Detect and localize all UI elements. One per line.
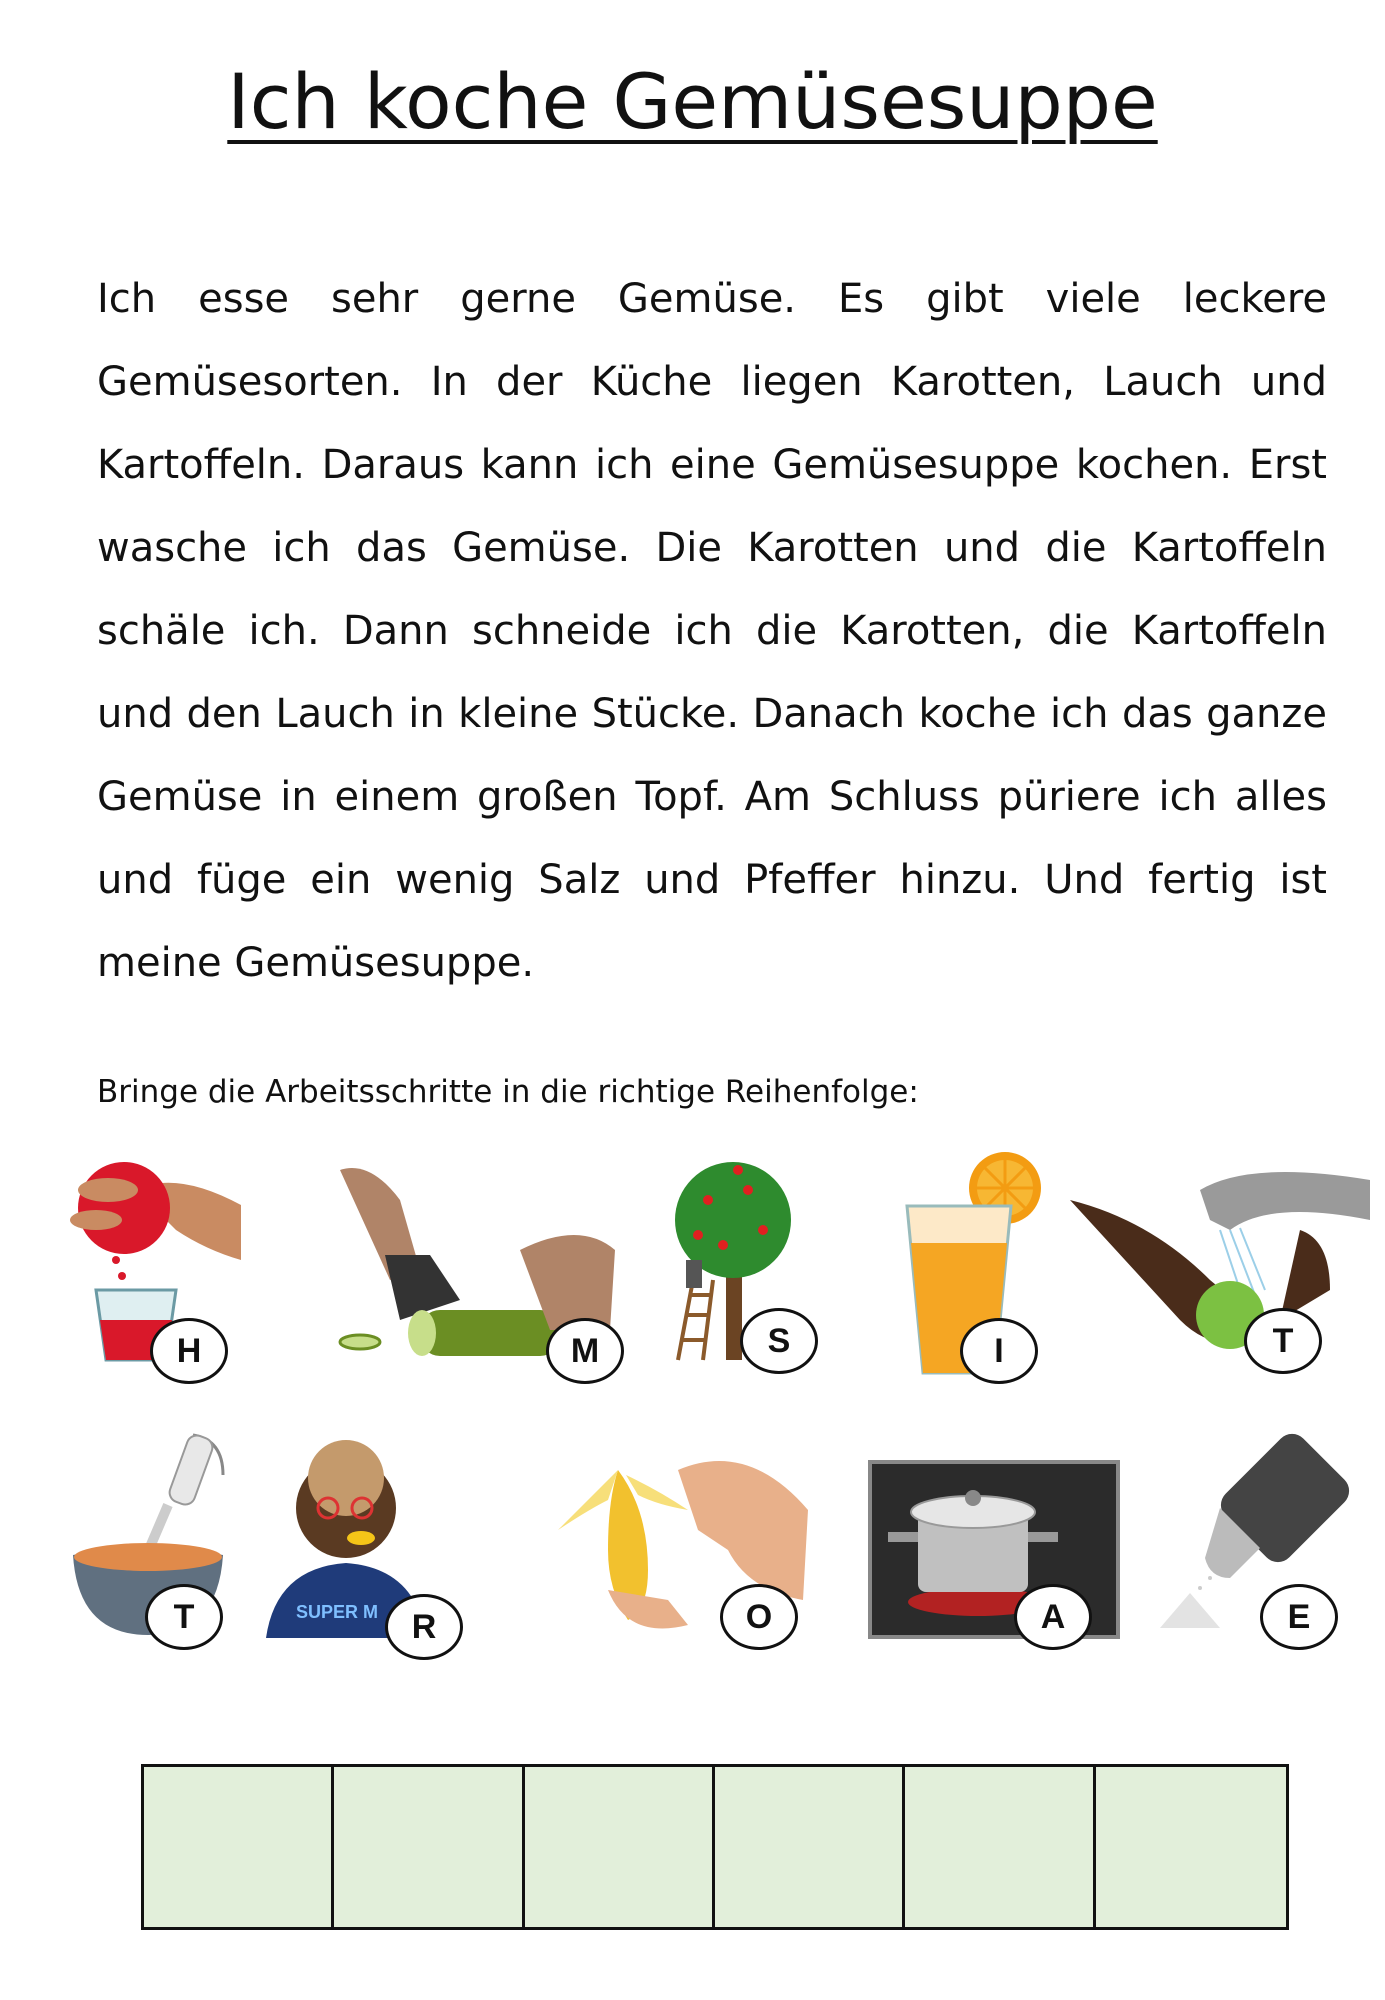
answer-cell[interactable]: [334, 1767, 524, 1927]
letter-badge: T: [1244, 1308, 1322, 1374]
letter-badge: M: [546, 1318, 624, 1384]
letter-badge: A: [1014, 1584, 1092, 1650]
page-title: Ich koche Gemüsesuppe: [227, 57, 1158, 146]
letter-badge: O: [720, 1584, 798, 1650]
letter-badge: T: [145, 1584, 223, 1650]
instruction-text: Bringe die Arbeitsschritte in die richtige Reihenfolge:: [97, 1074, 919, 1110]
letter-badge: E: [1260, 1584, 1338, 1650]
letter-badge: I: [960, 1318, 1038, 1384]
answer-grid: [141, 1764, 1289, 1930]
answer-cell[interactable]: [905, 1767, 1095, 1927]
letter-badge: H: [150, 1318, 228, 1384]
answer-cell[interactable]: [1096, 1767, 1286, 1927]
svg-text:SUPER M: SUPER M: [296, 1602, 379, 1622]
letter-badge: R: [385, 1594, 463, 1660]
wash-apple-icon: [1070, 1160, 1375, 1360]
story-text: Ich esse sehr gerne Gemüse. Es gibt viele leckere Gemüsesorten. In der Küche liegen Karotten, Lauch und Kartoffeln. Daraus kann ich eine Gemüsesuppe kochen. Erst wasche ich das Gemüse. Die Karotten und die Kartoffeln schäle ich. Dann schneide ich die Karotten, die Kartoffeln und den Lauch in kleine Stücke. Danach koche ich das ganze Gemüse in einem großen Topf. Am Schluss püriere ich alles und füge ein wenig Salz und Pfeffer hinzu. Und fertig ist meine Gemüsesuppe.: [97, 276, 1327, 986]
answer-cell[interactable]: [715, 1767, 905, 1927]
letter-badge: S: [740, 1308, 818, 1374]
answer-cell[interactable]: [144, 1767, 334, 1927]
answer-cell[interactable]: [525, 1767, 715, 1927]
